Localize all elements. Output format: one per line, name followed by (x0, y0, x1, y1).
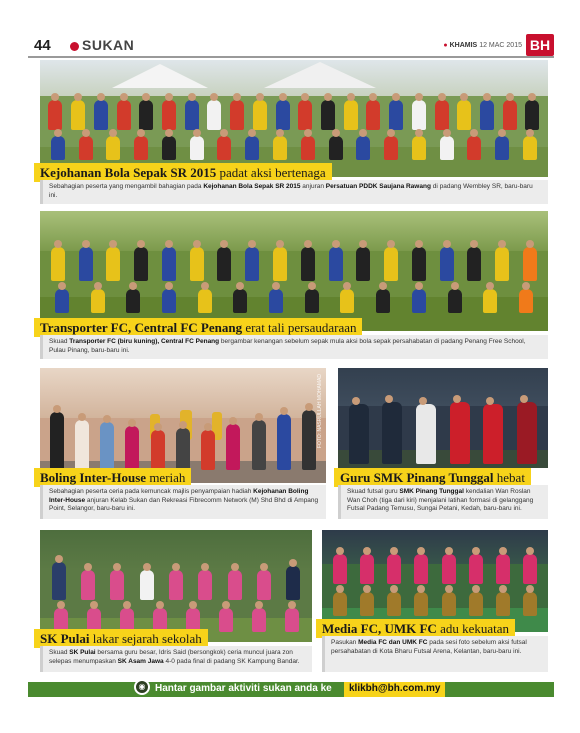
story-caption (338, 485, 548, 519)
team-group-front (322, 586, 548, 616)
team-group (322, 550, 548, 584)
caption-run: Media FC dan UMK FC (358, 639, 428, 646)
caption-run: Skuad (49, 649, 70, 656)
team-group (40, 96, 548, 130)
student-group (40, 560, 312, 600)
story-caption (40, 180, 548, 204)
caption-run: anjuran (300, 183, 326, 190)
page-header (28, 36, 554, 58)
story-caption (40, 335, 548, 359)
photo-smk-pinang-tunggal (338, 368, 548, 468)
submission-text: Hantar gambar aktiviti sukan anda ke (155, 683, 332, 694)
caption-run: 4-0 pada final di padang SK Kampung Bandar. (163, 657, 300, 665)
submission-email-link[interactable]: klikbh@bh.com.my (344, 682, 445, 697)
bh-logo: BH (526, 34, 554, 56)
caption-run: Kejohanan Bola Sepak SR 2015 (203, 183, 301, 190)
story-title: Media FC, UMK FC adu kekuatan (316, 619, 515, 638)
caption-run: SMK Pinang Tunggal (399, 488, 464, 495)
story-caption (40, 485, 326, 519)
caption-run: di padang Wembley SR, baru-baru ini. (49, 183, 533, 199)
caption-run: Sebahagian peserta ceria pada kemuncak majlis penyampaian hadiah (49, 488, 254, 495)
caption-run: SK Asam Jawa (117, 657, 164, 665)
story-caption (40, 646, 312, 672)
story-title: SK Pulai lakar sejarah sekolah (34, 629, 208, 648)
story-caption (322, 636, 548, 672)
team-group-front (40, 130, 548, 160)
caption-run: bergambar kenangan sebelum sepak mula aksi bola sepak persahabatan di padang Penang Free School, Pulau Pinang, baru-baru ini. (49, 338, 526, 354)
caption-run: Pasukan (331, 639, 359, 646)
caption-run: pada sesi foto sebelum aksi futsal persahabatan di Kota Bharu Futsal Arena, Kelantan, baru-baru ini. (331, 639, 527, 655)
caption-run: Skuad (49, 338, 70, 345)
photo-transporter-central-fc (40, 211, 548, 331)
photo-media-umk-fc (322, 530, 548, 632)
section-name: SUKAN (82, 37, 135, 53)
story-title: Kejohanan Bola Sepak SR 2015 padat aksi bertenaga (34, 163, 332, 182)
caption-run: Skuad futsal guru (347, 488, 400, 495)
team-group-front (40, 283, 548, 313)
story-title: Guru SMK Pinang Tunggal hebat (334, 468, 531, 487)
story-title: Transporter FC, Central FC Penang erat tali persaudaraan (34, 318, 362, 337)
submission-banner (28, 682, 554, 697)
participant-group (40, 398, 326, 470)
camera-icon: ◉ (134, 679, 150, 695)
story-title: Boling Inter-House meriah (34, 468, 191, 487)
caption-run: kendalian Wan Roslan Wan Choh (tiga dari kiri) menjalani latihan formasi di gelanggang Futsal Padang Temusu, Sungai Petani, Kedah, baru-baru ini. (347, 488, 534, 513)
page-number: 44 (34, 37, 51, 54)
dateline (443, 42, 522, 49)
photo-credit: FOTO: NASRULLAH MOHAMAD (317, 374, 323, 449)
caption-run: Persatuan PDDK Saujana Rawang (325, 183, 431, 190)
photo-sk-pulai (40, 530, 312, 642)
section-dot-icon (70, 42, 79, 51)
section-dot-icon-small: ● (443, 42, 448, 49)
caption-run: Transporter FC (biru kuning), Central FC Penang (69, 338, 220, 345)
teacher-group (338, 390, 548, 464)
issue-day: KHAMIS (449, 42, 478, 49)
caption-run: anjuran Kelab Sukan dan Rekreasi Fibrecomm Network (M) Shd Bhd di Ampang Point, Selangor, baru-baru ini. (49, 496, 319, 513)
caption-run: Kejohanan Boling Inter-House (49, 488, 309, 504)
caption-run: bersama guru besar, Idris Said (bersongkok) ceria muncul juara zon selepas menumpaskan (49, 649, 293, 665)
issue-date: 12 MAC 2015 (479, 42, 522, 49)
photo-boling-inter-house (40, 368, 326, 483)
caption-run: SK Pulai (69, 649, 96, 656)
student-group-front (40, 602, 312, 632)
caption-run: Sebahagian peserta yang mengambil bahagian pada (49, 183, 204, 190)
photo-kejohanan-bola-sepak (40, 60, 548, 177)
team-group (40, 241, 548, 281)
